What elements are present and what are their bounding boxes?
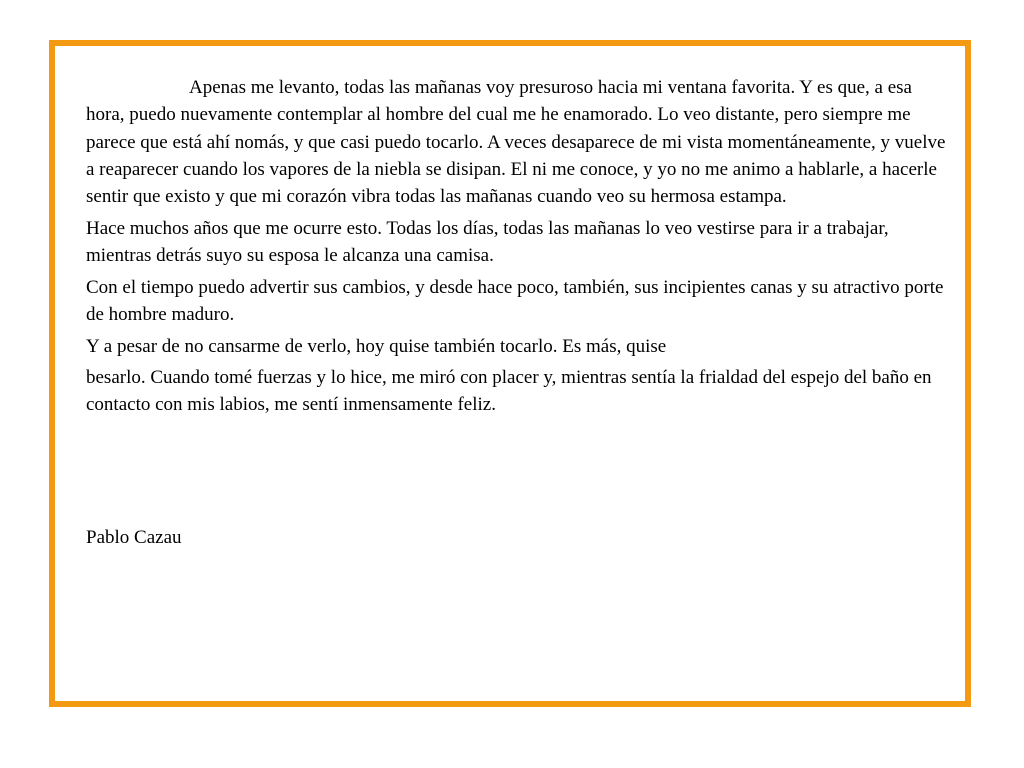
orange-border-frame (49, 40, 971, 707)
paragraph-4: Y a pesar de no cansarme de verlo, hoy quise también tocarlo. Es más, quise (86, 335, 667, 357)
story-text (86, 74, 948, 423)
author-signature: Pablo Cazau (86, 527, 182, 548)
paragraph-1-text: Apenas me levanto, todas las mañanas voy presuroso hacia mi ventana favorita. Y es que, a esa hora, puedo nuevamente contemplar al hombre del cual me he enamorado. Lo veo distante, pero siempre me parece que está ahí nomás, y que casi puedo tocarlo. A veces desaparece de mi vista momentáneamente, y vuelve a reaparecer cuando los vapores de la niebla se disipan. El ni me conoce, y yo no me animo a hablarle, a hacerle sentir que existo y que mi corazón vibra todas las mañanas cuando veo su hermosa estampa. (86, 77, 946, 208)
paragraph-1 (86, 74, 948, 210)
paragraph-5: besarlo. Cuando tomé fuerzas y lo hice, me miró con placer y, mientras sentía la frialdad del espejo del baño en contacto con mis labios, me sentí inmensamente feliz. (86, 367, 932, 416)
paragraph-3: Con el tiempo puedo advertir sus cambios, y desde hace poco, también, sus incipientes canas y su atractivo porte de hombre maduro. (86, 276, 944, 325)
paragraph-2: Hace muchos años que me ocurre esto. Todas los días, todas las mañanas lo veo vestirse para ir a trabajar, mientras detrás suyo su esposa le alcanza una camisa. (86, 217, 889, 267)
